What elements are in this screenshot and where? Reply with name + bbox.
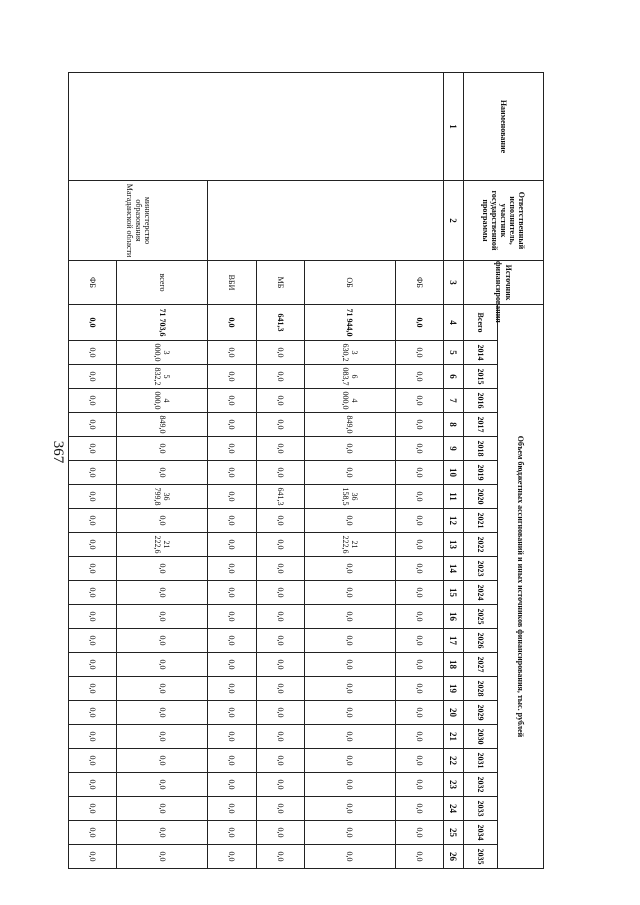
source-cell: ФБ bbox=[395, 261, 443, 305]
header-year: 2025 bbox=[464, 605, 498, 629]
column-number: 18 bbox=[444, 653, 464, 677]
value-cell: 0,0 bbox=[304, 677, 395, 701]
header-year: 2028 bbox=[464, 677, 498, 701]
column-number: 12 bbox=[444, 509, 464, 533]
table-body bbox=[69, 73, 444, 869]
page-number: 367 bbox=[50, 440, 66, 464]
value-cell: 0,0 bbox=[395, 677, 443, 701]
header-year: 2030 bbox=[464, 725, 498, 749]
value-cell: 0,0 bbox=[256, 797, 304, 821]
value-cell: 0,0 bbox=[69, 749, 117, 773]
column-number: 22 bbox=[444, 749, 464, 773]
header-year: 2035 bbox=[464, 845, 498, 869]
value-cell: 0,0 bbox=[117, 557, 208, 581]
value-cell: 0,0 bbox=[395, 821, 443, 845]
value-cell: 0,0 bbox=[69, 509, 117, 533]
value-cell: 0,0 bbox=[395, 749, 443, 773]
value-cell: 36 158,5 bbox=[304, 485, 395, 509]
value-cell: 0,0 bbox=[208, 581, 256, 605]
header-year: 2019 bbox=[464, 461, 498, 485]
value-cell: 849,0 bbox=[304, 413, 395, 437]
value-cell: 0,0 bbox=[117, 821, 208, 845]
budget-table bbox=[68, 72, 544, 869]
value-cell: 0,0 bbox=[304, 845, 395, 869]
value-cell: 0,0 bbox=[256, 749, 304, 773]
value-cell: 0,0 bbox=[208, 845, 256, 869]
value-cell: 0,0 bbox=[256, 653, 304, 677]
column-number: 10 bbox=[444, 461, 464, 485]
value-cell: 0,0 bbox=[117, 749, 208, 773]
value-cell: 0,0 bbox=[69, 413, 117, 437]
value-cell: 0,0 bbox=[395, 773, 443, 797]
value-cell: 0,0 bbox=[117, 701, 208, 725]
value-cell: 0,0 bbox=[69, 821, 117, 845]
column-number: 23 bbox=[444, 773, 464, 797]
column-number: 25 bbox=[444, 821, 464, 845]
source-cell: всего bbox=[117, 261, 208, 305]
value-cell: 3 630,2 bbox=[304, 341, 395, 365]
value-cell: 0,0 bbox=[395, 725, 443, 749]
value-cell: 0,0 bbox=[304, 461, 395, 485]
value-cell: 0,0 bbox=[395, 509, 443, 533]
value-cell: 0,0 bbox=[304, 629, 395, 653]
value-cell: 0,0 bbox=[208, 653, 256, 677]
value-cell: 0,0 bbox=[69, 629, 117, 653]
value-cell: 0,0 bbox=[69, 533, 117, 557]
value-cell: 0,0 bbox=[208, 485, 256, 509]
value-cell: 641,3 bbox=[256, 485, 304, 509]
value-cell: 0,0 bbox=[69, 725, 117, 749]
value-cell: 0,0 bbox=[395, 653, 443, 677]
value-cell: 0,0 bbox=[304, 557, 395, 581]
value-cell: 21 222,6 bbox=[304, 533, 395, 557]
total-cell: 0,0 bbox=[395, 305, 443, 341]
column-number: 8 bbox=[444, 413, 464, 437]
header-year: 2022 bbox=[464, 533, 498, 557]
value-cell: 0,0 bbox=[208, 821, 256, 845]
value-cell: 0,0 bbox=[69, 365, 117, 389]
value-cell: 0,0 bbox=[256, 821, 304, 845]
header-year: 2027 bbox=[464, 653, 498, 677]
value-cell: 6 083,7 bbox=[304, 365, 395, 389]
column-number: 15 bbox=[444, 581, 464, 605]
value-cell: 0,0 bbox=[69, 773, 117, 797]
column-number: 26 bbox=[444, 845, 464, 869]
value-cell: 0,0 bbox=[256, 557, 304, 581]
total-cell: 71 944,0 bbox=[304, 305, 395, 341]
value-cell: 0,0 bbox=[256, 629, 304, 653]
value-cell: 0,0 bbox=[395, 557, 443, 581]
value-cell: 4 000,0 bbox=[304, 389, 395, 413]
source-cell: ВБИ bbox=[208, 261, 256, 305]
value-cell: 0,0 bbox=[69, 437, 117, 461]
value-cell: 0,0 bbox=[395, 533, 443, 557]
column-number: 11 bbox=[444, 485, 464, 509]
column-number: 2 bbox=[444, 181, 464, 261]
value-cell: 0,0 bbox=[69, 653, 117, 677]
value-cell: 0,0 bbox=[69, 341, 117, 365]
header-year: 2029 bbox=[464, 701, 498, 725]
value-cell: 0,0 bbox=[208, 365, 256, 389]
value-cell: 0,0 bbox=[256, 437, 304, 461]
value-cell: 0,0 bbox=[208, 413, 256, 437]
header-name: Наименование bbox=[464, 73, 544, 181]
value-cell: 0,0 bbox=[117, 653, 208, 677]
value-cell: 0,0 bbox=[117, 845, 208, 869]
header-year: 2014 bbox=[464, 341, 498, 365]
value-cell: 0,0 bbox=[117, 437, 208, 461]
value-cell: 0,0 bbox=[395, 341, 443, 365]
value-cell: 0,0 bbox=[395, 797, 443, 821]
value-cell: 0,0 bbox=[69, 701, 117, 725]
header-year: 2033 bbox=[464, 797, 498, 821]
value-cell: 36 799,8 bbox=[117, 485, 208, 509]
column-number: 4 bbox=[444, 305, 464, 341]
value-cell: 0,0 bbox=[208, 725, 256, 749]
header-source: Источник финансирования bbox=[464, 261, 544, 305]
value-cell: 0,0 bbox=[117, 797, 208, 821]
column-number: 9 bbox=[444, 437, 464, 461]
value-cell: 0,0 bbox=[304, 725, 395, 749]
value-cell: 0,0 bbox=[395, 701, 443, 725]
column-number: 19 bbox=[444, 677, 464, 701]
value-cell: 21 222,6 bbox=[117, 533, 208, 557]
value-cell: 0,0 bbox=[395, 581, 443, 605]
column-number: 20 bbox=[444, 701, 464, 725]
header-year: 2032 bbox=[464, 773, 498, 797]
value-cell: 0,0 bbox=[304, 605, 395, 629]
header-year: 2016 bbox=[464, 389, 498, 413]
value-cell: 0,0 bbox=[256, 605, 304, 629]
value-cell: 0,0 bbox=[117, 629, 208, 653]
value-cell: 0,0 bbox=[256, 845, 304, 869]
value-cell: 0,0 bbox=[208, 677, 256, 701]
value-cell: 0,0 bbox=[395, 389, 443, 413]
value-cell: 0,0 bbox=[69, 605, 117, 629]
total-cell: 0,0 bbox=[69, 305, 117, 341]
value-cell: 0,0 bbox=[208, 629, 256, 653]
rotated-table-frame bbox=[68, 72, 544, 865]
value-cell: 849,0 bbox=[117, 413, 208, 437]
value-cell: 0,0 bbox=[395, 413, 443, 437]
value-cell: 0,0 bbox=[395, 461, 443, 485]
value-cell: 0,0 bbox=[69, 485, 117, 509]
column-number: 16 bbox=[444, 605, 464, 629]
value-cell: 0,0 bbox=[256, 677, 304, 701]
value-cell: 0,0 bbox=[304, 821, 395, 845]
value-cell: 0,0 bbox=[69, 557, 117, 581]
source-cell: ОБ bbox=[304, 261, 395, 305]
value-cell: 0,0 bbox=[208, 749, 256, 773]
header-volume: Объем бюджетных ассигнований и иных источников финансирования, тыс. рублей bbox=[498, 305, 544, 869]
value-cell: 0,0 bbox=[304, 581, 395, 605]
column-number-row bbox=[444, 73, 464, 869]
value-cell: 0,0 bbox=[256, 725, 304, 749]
source-cell: МБ bbox=[256, 261, 304, 305]
column-number: 1 bbox=[444, 73, 464, 181]
value-cell: 0,0 bbox=[208, 605, 256, 629]
column-number: 14 bbox=[444, 557, 464, 581]
value-cell: 0,0 bbox=[304, 749, 395, 773]
value-cell: 0,0 bbox=[208, 389, 256, 413]
value-cell: 4 000,0 bbox=[117, 389, 208, 413]
header-year: 2026 bbox=[464, 629, 498, 653]
value-cell: 0,0 bbox=[256, 461, 304, 485]
value-cell: 0,0 bbox=[256, 533, 304, 557]
header-year: 2020 bbox=[464, 485, 498, 509]
total-cell: 641,3 bbox=[256, 305, 304, 341]
value-cell: 0,0 bbox=[208, 533, 256, 557]
header-year: 2024 bbox=[464, 581, 498, 605]
value-cell: 0,0 bbox=[395, 605, 443, 629]
value-cell: 0,0 bbox=[69, 677, 117, 701]
value-cell: 0,0 bbox=[256, 773, 304, 797]
column-number: 5 bbox=[444, 341, 464, 365]
value-cell: 0,0 bbox=[117, 605, 208, 629]
column-number: 3 bbox=[444, 261, 464, 305]
value-cell: 0,0 bbox=[256, 581, 304, 605]
value-cell: 0,0 bbox=[395, 845, 443, 869]
column-number: 21 bbox=[444, 725, 464, 749]
header-executor: Ответственный исполнитель, участник государственной программы bbox=[464, 181, 544, 261]
value-cell: 0,0 bbox=[208, 341, 256, 365]
value-cell: 0,0 bbox=[117, 581, 208, 605]
value-cell: 0,0 bbox=[304, 437, 395, 461]
header-total: Всего bbox=[464, 305, 498, 341]
value-cell: 0,0 bbox=[208, 557, 256, 581]
header-year: 2015 bbox=[464, 365, 498, 389]
value-cell: 0,0 bbox=[208, 773, 256, 797]
value-cell: 0,0 bbox=[304, 509, 395, 533]
value-cell: 0,0 bbox=[395, 629, 443, 653]
value-cell: 0,0 bbox=[256, 389, 304, 413]
column-number: 24 bbox=[444, 797, 464, 821]
value-cell: 0,0 bbox=[395, 437, 443, 461]
value-cell: 0,0 bbox=[208, 797, 256, 821]
executor-cell: министерство образования Магаданской области bbox=[69, 181, 208, 261]
column-number: 7 bbox=[444, 389, 464, 413]
header-year: 2023 bbox=[464, 557, 498, 581]
header-year: 2031 bbox=[464, 749, 498, 773]
value-cell: 0,0 bbox=[69, 389, 117, 413]
value-cell: 0,0 bbox=[117, 773, 208, 797]
value-cell: 0,0 bbox=[117, 677, 208, 701]
total-cell: 0,0 bbox=[208, 305, 256, 341]
total-cell: 71 703,6 bbox=[117, 305, 208, 341]
rotated-table-container bbox=[68, 72, 544, 865]
table-row bbox=[117, 73, 208, 869]
table-row bbox=[395, 73, 443, 869]
column-number: 13 bbox=[444, 533, 464, 557]
value-cell: 0,0 bbox=[304, 797, 395, 821]
value-cell: 0,0 bbox=[117, 725, 208, 749]
value-cell: 0,0 bbox=[208, 701, 256, 725]
value-cell: 0,0 bbox=[69, 845, 117, 869]
value-cell: 5 832,2 bbox=[117, 365, 208, 389]
value-cell: 0,0 bbox=[395, 485, 443, 509]
header-year: 2017 bbox=[464, 413, 498, 437]
value-cell: 0,0 bbox=[256, 509, 304, 533]
value-cell: 0,0 bbox=[117, 461, 208, 485]
header-year: 2018 bbox=[464, 437, 498, 461]
value-cell: 0,0 bbox=[69, 461, 117, 485]
header-year: 2021 bbox=[464, 509, 498, 533]
value-cell: 0,0 bbox=[304, 773, 395, 797]
value-cell: 0,0 bbox=[208, 461, 256, 485]
value-cell: 0,0 bbox=[208, 509, 256, 533]
value-cell: 0,0 bbox=[208, 437, 256, 461]
column-number: 6 bbox=[444, 365, 464, 389]
value-cell: 0,0 bbox=[256, 701, 304, 725]
value-cell: 0,0 bbox=[117, 509, 208, 533]
value-cell: 0,0 bbox=[256, 341, 304, 365]
name-cell bbox=[69, 73, 444, 181]
value-cell: 0,0 bbox=[395, 365, 443, 389]
value-cell: 0,0 bbox=[256, 365, 304, 389]
value-cell: 0,0 bbox=[256, 413, 304, 437]
column-number: 17 bbox=[444, 629, 464, 653]
value-cell: 0,0 bbox=[69, 581, 117, 605]
value-cell: 3 000,0 bbox=[117, 341, 208, 365]
executor-cell-empty bbox=[208, 181, 444, 261]
value-cell: 0,0 bbox=[304, 653, 395, 677]
header-year: 2034 bbox=[464, 821, 498, 845]
value-cell: 0,0 bbox=[69, 797, 117, 821]
value-cell: 0,0 bbox=[304, 701, 395, 725]
source-cell: ФБ bbox=[69, 261, 117, 305]
